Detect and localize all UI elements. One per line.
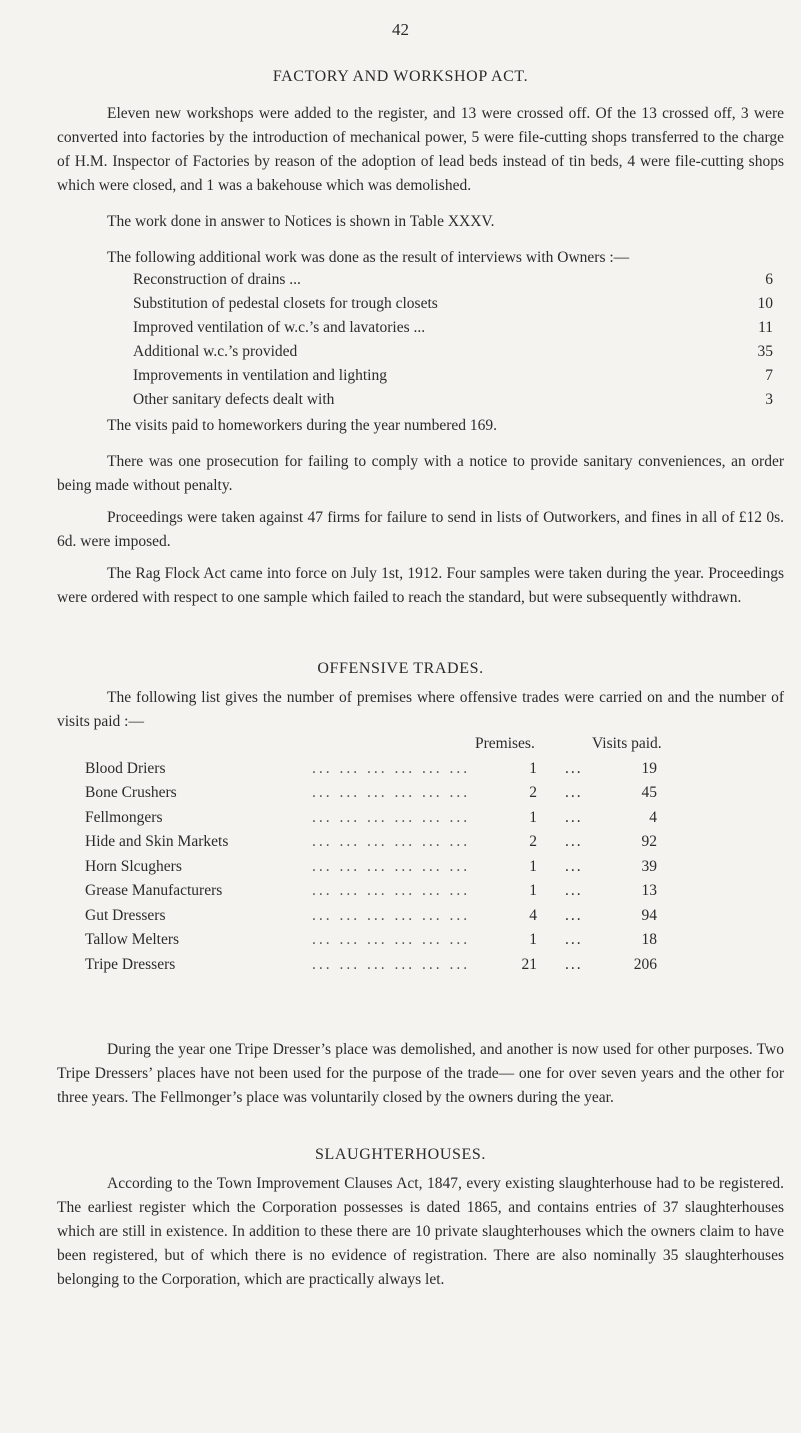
- offensive-trades-intro: The following list gives the number of premises where offensive trades were carried on and the number of visits paid :—: [57, 689, 784, 730]
- trade-name: Bone Crushers: [85, 784, 177, 801]
- work-item-value: 3: [765, 391, 773, 408]
- work-item-value: 11: [758, 319, 773, 336]
- visits-count: 19: [641, 759, 657, 777]
- factory-paragraph-1: Eleven new workshops were added to the register, and 13 were crossed off. Of the 13 crossed off, 3 were converted into factories by the introduction of mechanical power, 5 were file-cutting shops transferred to the charge of H.M. Inspector of Factories by reason of the adoption of lead beds instead of tin beds, 4 were file-cutting shops which were closed, and 1 was a bakehouse which was demolished.: [57, 105, 784, 194]
- work-item-label: Improved ventilation of w.c.’s and lavatories ...: [133, 319, 426, 336]
- visits-count: 92: [641, 833, 657, 850]
- list-item: [133, 268, 773, 292]
- visits-count: 94: [641, 906, 657, 924]
- table-row: Fellmongers ... ... ... ... ... ... 1 ... 4: [57, 806, 784, 831]
- table-row: Tripe Dressers ... ... ... ... ... ... 21 ... 206: [57, 953, 784, 978]
- table-header: [57, 732, 784, 757]
- work-item-label: Other sanitary defects dealt with: [133, 391, 335, 408]
- factory-paragraph-3: The following additional work was done as the result of interviews with Owners :—: [107, 249, 630, 266]
- premises-count: 1: [529, 759, 537, 777]
- premises-count: 1: [529, 931, 537, 948]
- list-item: [133, 292, 773, 316]
- column-header-visits: Visits paid.: [592, 735, 662, 752]
- trade-name: Horn Slcughers: [85, 857, 182, 875]
- premises-count: 2: [529, 833, 537, 850]
- table-row: Gut Dressers ... ... ... ... ... ... 4 ... 94: [57, 904, 784, 929]
- factory-paragraph-2: The work done in answer to Notices is shown in Table XXXV.: [107, 213, 495, 230]
- work-item-value: 10: [757, 295, 773, 312]
- work-item-value: 7: [765, 367, 773, 384]
- work-item-label: Improvements in ventilation and lighting: [133, 367, 387, 384]
- list-item: [133, 388, 773, 412]
- slaughterhouses-paragraph: According to the Town Improvement Clauses Act, 1847, every existing slaughterhouse had to be registered. The earliest register which the Corporation possesses is dated 1865, and contains entries of 37 slaughterhouses which are still in existence. In addition to these there are 10 private slaughterhouses which the owners claim to have been registered, but of which there is no evidence of registration. There are also nominally 35 slaughterhouses belonging to the Corporation, which are practically always let.: [57, 1175, 784, 1288]
- offensive-trades-table: [57, 732, 784, 977]
- list-item: [133, 364, 773, 388]
- factory-heading: FACTORY AND WORKSHOP ACT.: [272, 68, 529, 85]
- premises-count: 1: [529, 882, 537, 899]
- premises-count: 1: [529, 808, 537, 826]
- visits-count: 45: [641, 784, 657, 801]
- trade-name: Grease Manufacturers: [85, 882, 223, 899]
- trade-name: Gut Dressers: [85, 906, 166, 924]
- trade-name: Hide and Skin Markets: [85, 833, 229, 850]
- page-number: 42: [392, 20, 409, 39]
- work-item-label: Substitution of pedestal closets for trough closets: [133, 295, 438, 312]
- factory-paragraph-6: Proceedings were taken against 47 firms for failure to send in lists of Outworkers, and fines in all of £12 0s. 6d. were imposed.: [57, 509, 784, 550]
- offensive-trades-note: During the year one Tripe Dresser’s place was demolished, and another is now used for other purposes. Two Tripe Dressers’ places have not been used for the purpose of the trade— one for over seven years and the other for three years. The Fellmonger’s place was voluntarily closed by the owners during the year.: [57, 1041, 784, 1106]
- trade-name: Tallow Melters: [85, 931, 180, 948]
- table-row: Bone Crushers ... ... ... ... ... ... 2 ... 45: [57, 781, 784, 806]
- offensive-trades-heading: OFFENSIVE TRADES.: [317, 660, 484, 677]
- premises-count: 1: [529, 857, 537, 875]
- trade-name: Blood Driers: [85, 759, 166, 777]
- factory-paragraph-5: There was one prosecution for failing to comply with a notice to provide sanitary conveniences, an order being made without penalty.: [57, 453, 784, 494]
- list-item: [133, 316, 773, 340]
- table-row: Grease Manufacturers ... ... ... ... ... ... 1 ... 13: [57, 879, 784, 904]
- factory-paragraph-7: The Rag Flock Act came into force on July 1st, 1912. Four samples were taken during the year. Proceedings were ordered with respect to one sample which failed to reach the standard, but were subsequently withdrawn.: [57, 565, 784, 606]
- visits-count: 206: [633, 955, 657, 973]
- premises-count: 4: [529, 906, 537, 924]
- slaughterhouses-heading: SLAUGHTERHOUSES.: [315, 1146, 486, 1163]
- premises-count: 2: [529, 784, 537, 801]
- trade-name: Fellmongers: [85, 808, 163, 826]
- table-row: Hide and Skin Markets ... ... ... ... ... ... 2 ... 92: [57, 830, 784, 855]
- visits-count: 18: [641, 931, 657, 948]
- table-row: Blood Driers ... ... ... ... ... ... 1 ... 19: [57, 757, 784, 782]
- work-item-label: Additional w.c.’s provided: [133, 343, 298, 360]
- table-row: Horn Slcughers ... ... ... ... ... ... 1 ... 39: [57, 855, 784, 880]
- work-item-label: Reconstruction of drains ...: [133, 271, 301, 288]
- column-header-premises: Premises.: [475, 735, 535, 752]
- visits-count: 39: [641, 857, 657, 875]
- trade-name: Tripe Dressers: [85, 955, 176, 973]
- additional-work-list: [133, 268, 773, 412]
- work-item-value: 35: [757, 343, 773, 360]
- visits-count: 4: [649, 808, 657, 826]
- visits-count: 13: [641, 882, 657, 899]
- table-row: Tallow Melters ... ... ... ... ... ... 1 ... 18: [57, 928, 784, 953]
- factory-paragraph-4: The visits paid to homeworkers during the year numbered 169.: [107, 417, 497, 434]
- list-item: [133, 340, 773, 364]
- premises-count: 21: [521, 955, 537, 973]
- work-item-value: 6: [765, 271, 773, 288]
